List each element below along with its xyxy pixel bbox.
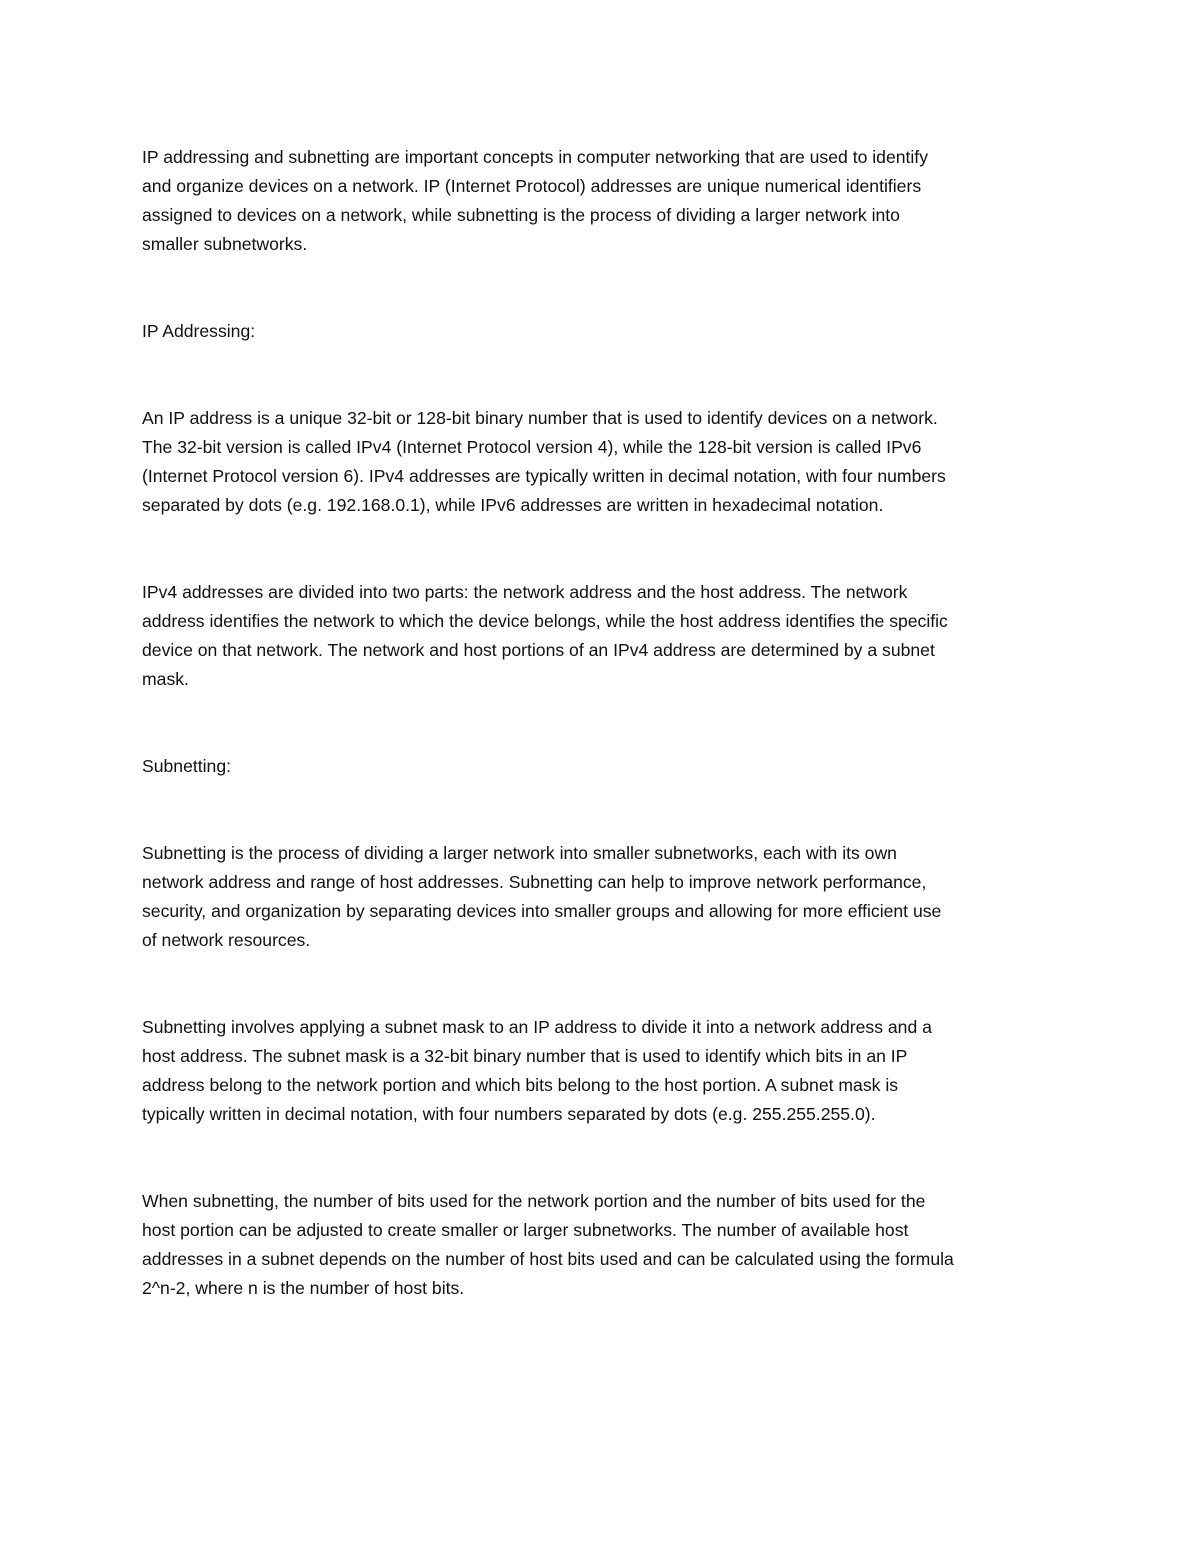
sub-para2-line-2: host address. The subnet mask is a 32-bit binary number that is used to identify which bits in an IP bbox=[142, 1046, 908, 1066]
subnetting-paragraph-3 bbox=[142, 1187, 1062, 1303]
ip-para1-line-2: The 32-bit version is called IPv4 (Internet Protocol version 4), while the 128-bit version is called IPv6 bbox=[142, 437, 922, 457]
intro-line-3: assigned to devices on a network, while subnetting is the process of dividing a larger network into bbox=[142, 205, 900, 225]
ip-para2-line-3: device on that network. The network and host portions of an IPv4 address are determined by a subnet bbox=[142, 640, 935, 660]
subnetting-paragraph-1 bbox=[142, 839, 1062, 955]
sub-para3-line-4: 2^n-2, where n is the number of host bits. bbox=[142, 1278, 465, 1298]
sub-para2-line-4: typically written in decimal notation, with four numbers separated by dots (e.g. 255.255.255.0). bbox=[142, 1104, 876, 1124]
ip-para1-line-3: (Internet Protocol version 6). IPv4 addresses are typically written in decimal notation, with four numbers bbox=[142, 466, 946, 486]
sub-para2-line-3: address belong to the network portion and which bits belong to the host portion. A subnet mask is bbox=[142, 1075, 899, 1095]
sub-para3-line-2: host portion can be adjusted to create smaller or larger subnetworks. The number of available host bbox=[142, 1220, 909, 1240]
sub-para3-line-3: addresses in a subnet depends on the number of host bits used and can be calculated using the formula bbox=[142, 1249, 954, 1269]
ip-paragraph-1 bbox=[142, 404, 1062, 520]
document-body bbox=[142, 143, 1062, 1303]
ip-para1-line-4: separated by dots (e.g. 192.168.0.1), while IPv6 addresses are written in hexadecimal notation. bbox=[142, 495, 884, 515]
sub-para3-line-1: When subnetting, the number of bits used for the network portion and the number of bits used for the bbox=[142, 1191, 926, 1211]
intro-line-2: and organize devices on a network. IP (Internet Protocol) addresses are unique numerical identifiers bbox=[142, 176, 922, 196]
intro-line-1: IP addressing and subnetting are important concepts in computer networking that are used to identify bbox=[142, 147, 928, 167]
subnetting-paragraph-2 bbox=[142, 1013, 1062, 1129]
ip-para2-line-2: address identifies the network to which the device belongs, while the host address identifies the specific bbox=[142, 611, 948, 631]
sub-para1-line-3: security, and organization by separating devices into smaller groups and allowing for more efficient use bbox=[142, 901, 942, 921]
sub-para1-line-4: of network resources. bbox=[142, 930, 311, 950]
ip-para2-line-4: mask. bbox=[142, 669, 189, 689]
heading-ip-addressing-text: IP Addressing: bbox=[142, 321, 256, 341]
heading-ip-addressing bbox=[142, 317, 1062, 346]
sub-para2-line-1: Subnetting involves applying a subnet mask to an IP address to divide it into a network address and a bbox=[142, 1017, 932, 1037]
ip-para2-line-1: IPv4 addresses are divided into two parts: the network address and the host address. The network bbox=[142, 582, 908, 602]
heading-subnetting bbox=[142, 752, 1062, 781]
sub-para1-line-1: Subnetting is the process of dividing a larger network into smaller subnetworks, each with its own bbox=[142, 843, 897, 863]
intro-paragraph bbox=[142, 143, 1062, 259]
intro-line-4: smaller subnetworks. bbox=[142, 234, 308, 254]
heading-subnetting-text: Subnetting: bbox=[142, 756, 232, 776]
sub-para1-line-2: network address and range of host addresses. Subnetting can help to improve network performance, bbox=[142, 872, 927, 892]
ip-paragraph-2 bbox=[142, 578, 1062, 694]
ip-para1-line-1: An IP address is a unique 32-bit or 128-bit binary number that is used to identify devices on a network. bbox=[142, 408, 938, 428]
